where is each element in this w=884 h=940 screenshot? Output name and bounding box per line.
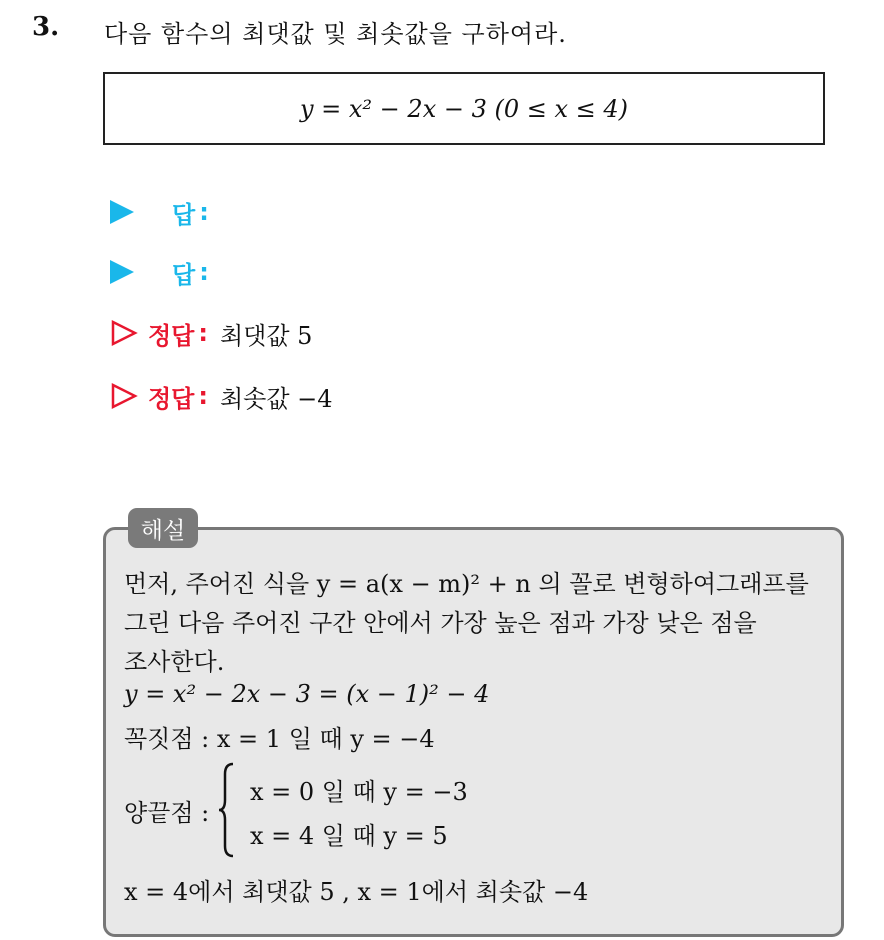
play-arrow-icon bbox=[110, 200, 134, 224]
endpoint-case: x = 4 일 때 y = 5 bbox=[250, 822, 448, 850]
explanation-tab: 해설 bbox=[128, 508, 198, 548]
correct-value: 최솟값 −4 bbox=[219, 384, 333, 413]
equation: y = x² − 2x − 3 (0 ≤ x ≤ 4) bbox=[299, 94, 629, 123]
explanation-line: 먼저, 주어진 식을 y = a(x − m)² + n 의 꼴로 변형하여그래프를 bbox=[124, 570, 809, 598]
correct-colon: : bbox=[198, 319, 208, 347]
answer-colon: : bbox=[199, 198, 209, 226]
problem-number: 3. bbox=[32, 12, 60, 42]
endpoints-block bbox=[124, 762, 235, 858]
explanation-line: y = x² − 2x − 3 = (x − 1)² − 4 bbox=[124, 680, 490, 708]
correct-answer-row bbox=[110, 376, 333, 416]
equation-box bbox=[103, 72, 825, 145]
endpoint-case: x = 0 일 때 y = −3 bbox=[250, 778, 468, 806]
correct-label: 정답 bbox=[148, 321, 195, 350]
problem-text: 다음 함수의 최댓값 및 최솟값을 구하여라. bbox=[104, 20, 567, 48]
explanation-conclusion: x = 4에서 최댓값 5 , x = 1에서 최솟값 −4 bbox=[124, 878, 589, 906]
answer-blank-row bbox=[110, 192, 209, 232]
correct-answer-row bbox=[110, 313, 312, 353]
correct-label: 정답 bbox=[148, 384, 195, 413]
explanation-line: 조사한다. bbox=[124, 648, 225, 676]
outline-arrow-icon bbox=[110, 319, 138, 347]
play-arrow-icon bbox=[110, 260, 134, 284]
explanation-line: 그린 다음 주어진 구간 안에서 가장 높은 점과 가장 낮은 점을 bbox=[124, 609, 757, 637]
answer-label: 답 bbox=[172, 260, 196, 289]
correct-value: 최댓값 5 bbox=[219, 321, 313, 350]
answer-colon: : bbox=[199, 258, 209, 286]
explanation-line: 꼭짓점 : x = 1 일 때 y = −4 bbox=[124, 725, 435, 753]
answer-label: 답 bbox=[172, 200, 196, 229]
outline-arrow-icon bbox=[110, 382, 138, 410]
endpoints-label: 양끝점 : bbox=[124, 798, 210, 827]
answer-blank-row bbox=[110, 252, 209, 292]
correct-colon: : bbox=[198, 382, 208, 410]
left-brace-icon bbox=[217, 762, 235, 858]
